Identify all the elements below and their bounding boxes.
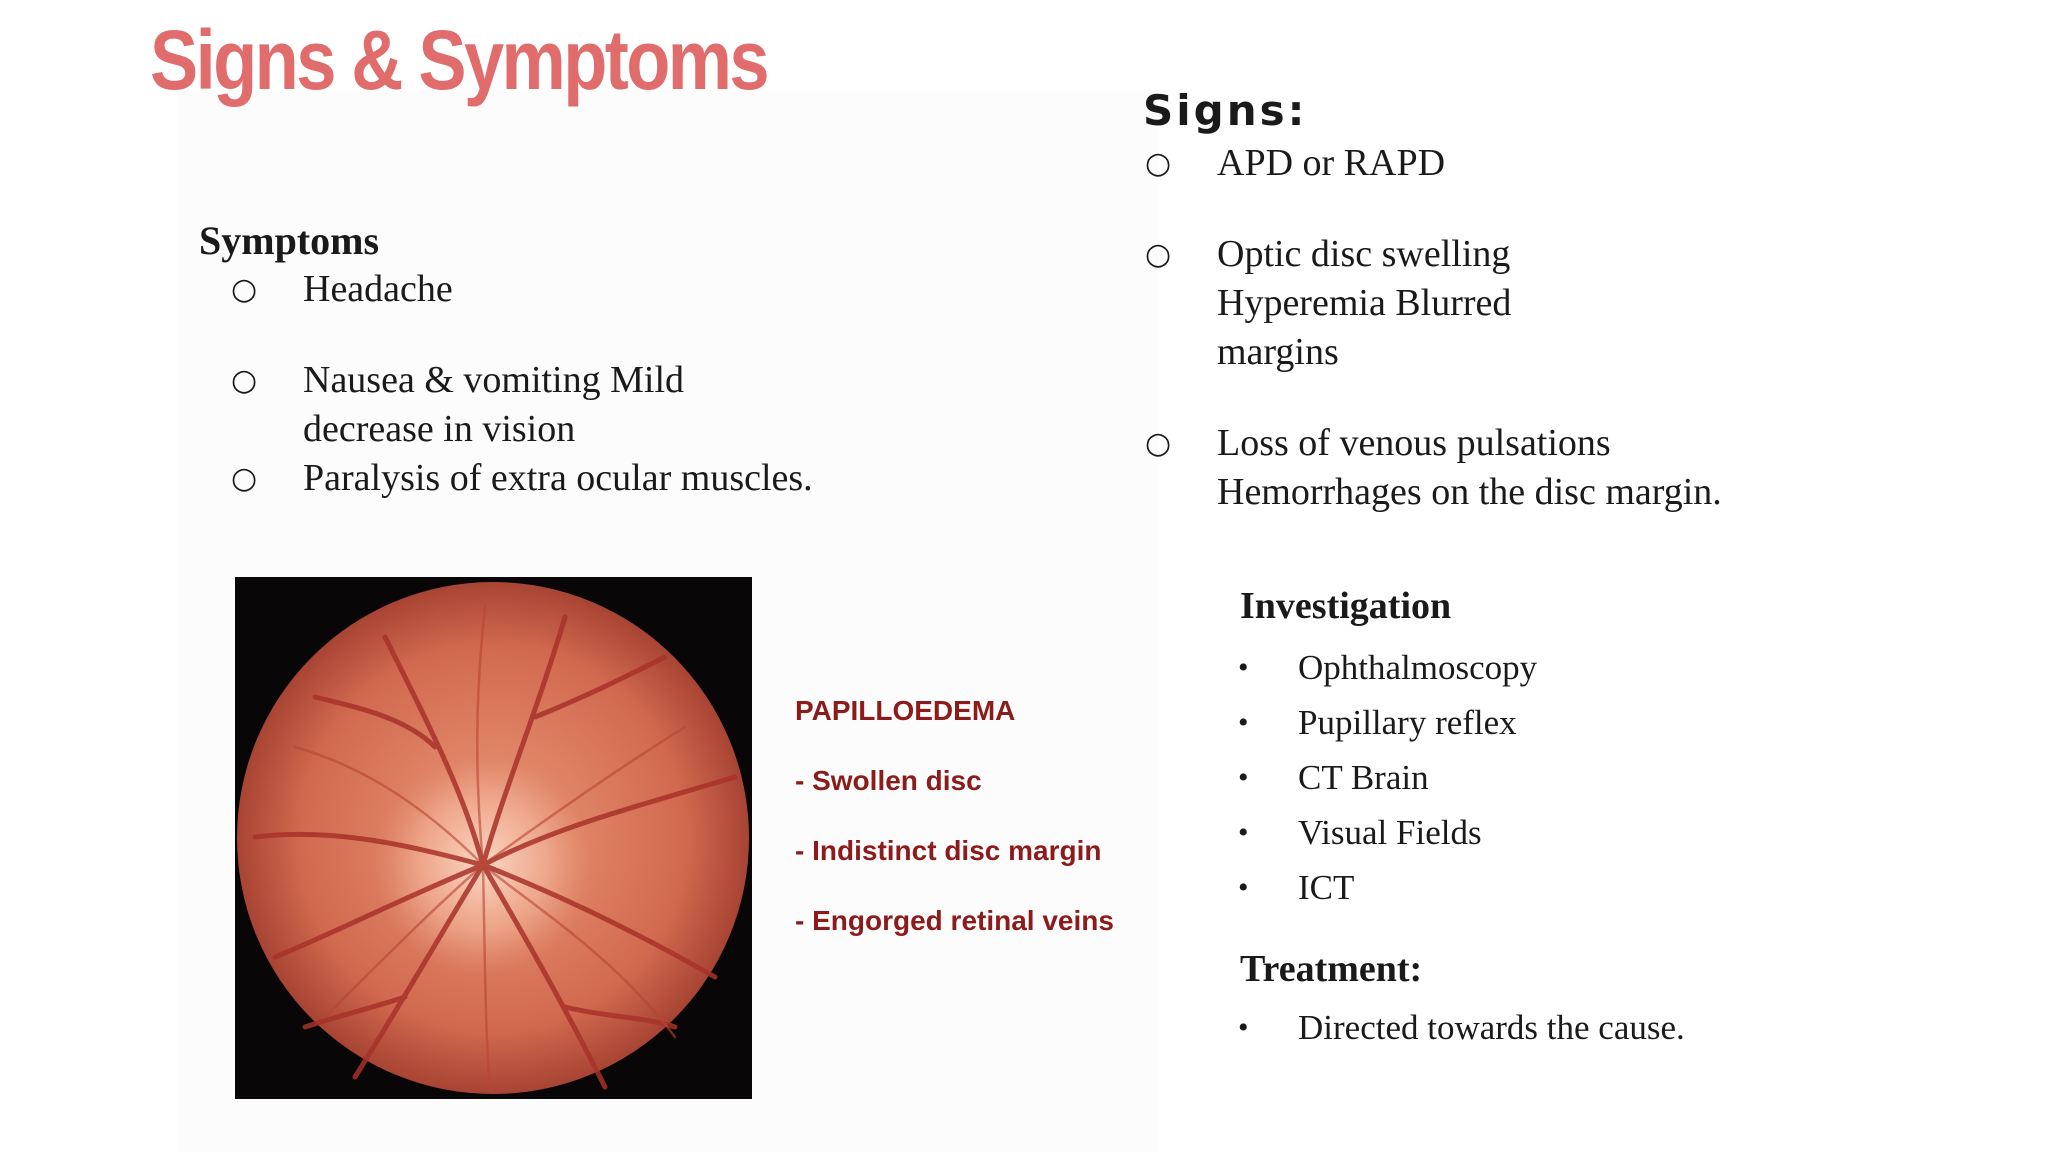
list-item (231, 356, 813, 454)
list-item-line: Optic disc swelling (1217, 233, 1511, 275)
investigation-list (1238, 640, 1538, 915)
list-item-label: Visual Fields (1298, 813, 1482, 852)
list-item-line: Hemorrhages on the disc margin. (1217, 471, 1722, 513)
list-item (1238, 860, 1537, 915)
list-item-label: Pupillary reflex (1298, 703, 1517, 742)
list-item (231, 265, 813, 314)
list-item (1238, 1000, 1685, 1055)
signs-list (1145, 139, 1722, 517)
fundus-photo (235, 577, 752, 1099)
bullet-icon: • (1238, 761, 1249, 794)
list-item (1238, 750, 1537, 805)
bullet-icon: • (1238, 816, 1249, 849)
circle-bullet-icon: ○ (231, 272, 258, 307)
list-item-line: Paralysis of extra ocular muscles. (303, 457, 813, 499)
list-item-line: Nausea & vomiting Mild (303, 359, 685, 401)
symptoms-heading: Symptoms (199, 218, 380, 263)
bullet-icon: • (1238, 706, 1249, 739)
treatment-heading: Treatment: (1240, 948, 1423, 990)
bullet-icon: • (1238, 651, 1249, 684)
circle-bullet-icon: ○ (231, 461, 258, 496)
retina-image (235, 577, 752, 1099)
circle-bullet-icon: ○ (231, 363, 258, 398)
list-item (1145, 419, 1722, 517)
list-item-line: Loss of venous pulsations (1217, 422, 1611, 464)
figure-caption-item: - Indistinct disc margin (795, 835, 1102, 866)
list-item-label: Ophthalmoscopy (1298, 648, 1538, 687)
list-item (1145, 139, 1722, 188)
list-item (1238, 805, 1537, 860)
signs-heading: Signs: (1143, 86, 1308, 135)
circle-bullet-icon: ○ (1145, 146, 1172, 181)
list-item (231, 454, 813, 503)
list-item-label: CT Brain (1298, 758, 1429, 797)
list-item-line: Hyperemia Blurred (1217, 282, 1512, 324)
list-item (1238, 640, 1538, 695)
bullet-icon: • (1238, 871, 1249, 904)
treatment-list (1238, 1000, 1685, 1055)
list-item-line: APD or RAPD (1217, 142, 1446, 184)
circle-bullet-icon: ○ (1145, 426, 1172, 461)
list-item (1145, 230, 1722, 377)
investigation-heading: Investigation (1240, 585, 1452, 627)
circle-bullet-icon: ○ (1145, 237, 1172, 272)
figure-caption-item: - Swollen disc (795, 765, 982, 796)
figure-caption-title: PAPILLOEDEMA (795, 695, 1016, 726)
list-item-line: decrease in vision (303, 408, 576, 450)
slide-title: Signs & Symptoms (150, 13, 768, 107)
list-item-label: ICT (1298, 868, 1355, 907)
bullet-icon: • (1238, 1011, 1249, 1044)
symptoms-list (231, 265, 813, 503)
list-item-label: Directed towards the cause. (1298, 1008, 1685, 1047)
list-item-line: margins (1217, 331, 1339, 373)
figure-caption-item: - Engorged retinal veins (795, 905, 1114, 936)
list-item (1238, 695, 1537, 750)
list-item-line: Headache (303, 268, 453, 310)
